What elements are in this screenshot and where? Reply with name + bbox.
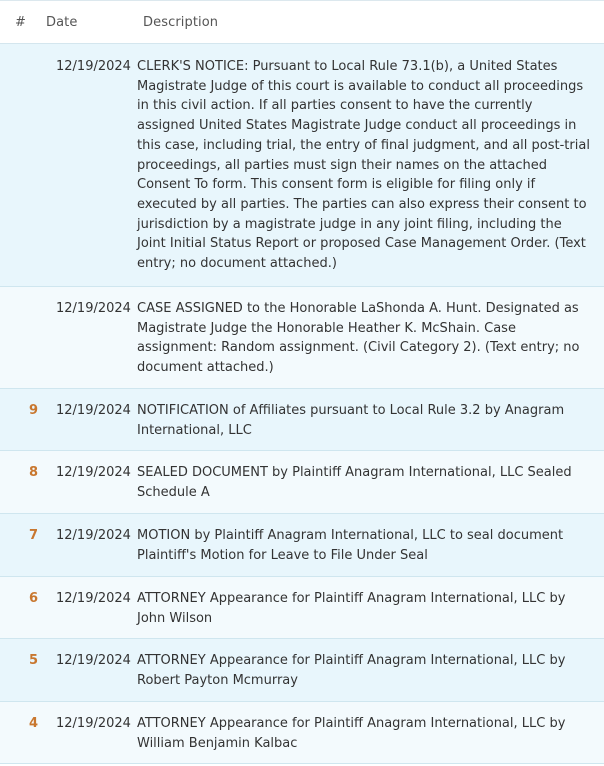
entry-description: ATTORNEY Appearance for Plaintiff Anagram International, LLC by Robert Payton Mcmurray <box>137 653 566 688</box>
entry-date: 12/19/2024 <box>56 59 131 74</box>
table-row <box>0 514 604 577</box>
entry-date: 12/19/2024 <box>56 403 131 418</box>
entry-date: 12/19/2024 <box>56 301 131 316</box>
entry-number[interactable]: 6 <box>28 591 38 606</box>
table-row <box>0 451 604 514</box>
entry-date: 12/19/2024 <box>56 528 131 543</box>
column-header-number: # <box>15 14 26 30</box>
table-row <box>0 389 604 451</box>
entry-description: NOTIFICATION of Affiliates pursuant to Local Rule 3.2 by Anagram International, LLC <box>137 403 565 438</box>
entry-description: ATTORNEY Appearance for Plaintiff Anagram International, LLC by William Benjamin Kalbac <box>137 716 566 751</box>
table-header <box>0 0 604 44</box>
entry-date: 12/19/2024 <box>56 653 131 668</box>
column-header-date: Date <box>46 14 78 30</box>
table-row <box>0 44 604 287</box>
entry-date: 12/19/2024 <box>56 591 131 606</box>
entry-number[interactable]: 4 <box>28 716 38 731</box>
table-row <box>0 639 604 702</box>
table-row <box>0 702 604 764</box>
entry-description: MOTION by Plaintiff Anagram International, LLC to seal document Plaintiff's Motion for Leave to File Under Seal <box>137 528 564 563</box>
column-header-description: Description <box>143 14 219 30</box>
entry-description: CASE ASSIGNED to the Honorable LaShonda A. Hunt. Designated as Magistrate Judge the Honorable Heather K. McShain. Case assignment: Random assignment. (Civil Category 2). (Text entry; no document attached.) <box>137 301 580 376</box>
entry-date: 12/19/2024 <box>56 716 131 731</box>
entry-number[interactable]: 7 <box>28 528 38 543</box>
entry-number[interactable]: 8 <box>28 465 38 480</box>
entry-number[interactable]: 9 <box>28 403 38 418</box>
table-row <box>0 577 604 639</box>
entry-number[interactable]: 5 <box>28 653 38 668</box>
entry-description: CLERK'S NOTICE: Pursuant to Local Rule 73.1(b), a United States Magistrate Judge of this court is available to conduct all proceedings in this civil action. If all parties consent to have the currently assigned United States Magistrate Judge conduct all proceedings in this case, including trial, the entry of final judgment, and all post-trial proceedings, all parties must sign their names on the attached Consent To form. This consent form is eligible for filing only if executed by all parties. The parties can also express their consent to jurisdiction by a magistrate judge in any joint filing, including the Joint Initial Status Report or proposed Case Management Order. (Text entry; no document attached.) <box>137 59 590 272</box>
entry-description: SEALED DOCUMENT by Plaintiff Anagram International, LLC Sealed Schedule A <box>137 465 572 500</box>
entry-description: ATTORNEY Appearance for Plaintiff Anagram International, LLC by John Wilson <box>137 591 566 626</box>
entry-date: 12/19/2024 <box>56 465 131 480</box>
table-row <box>0 287 604 389</box>
